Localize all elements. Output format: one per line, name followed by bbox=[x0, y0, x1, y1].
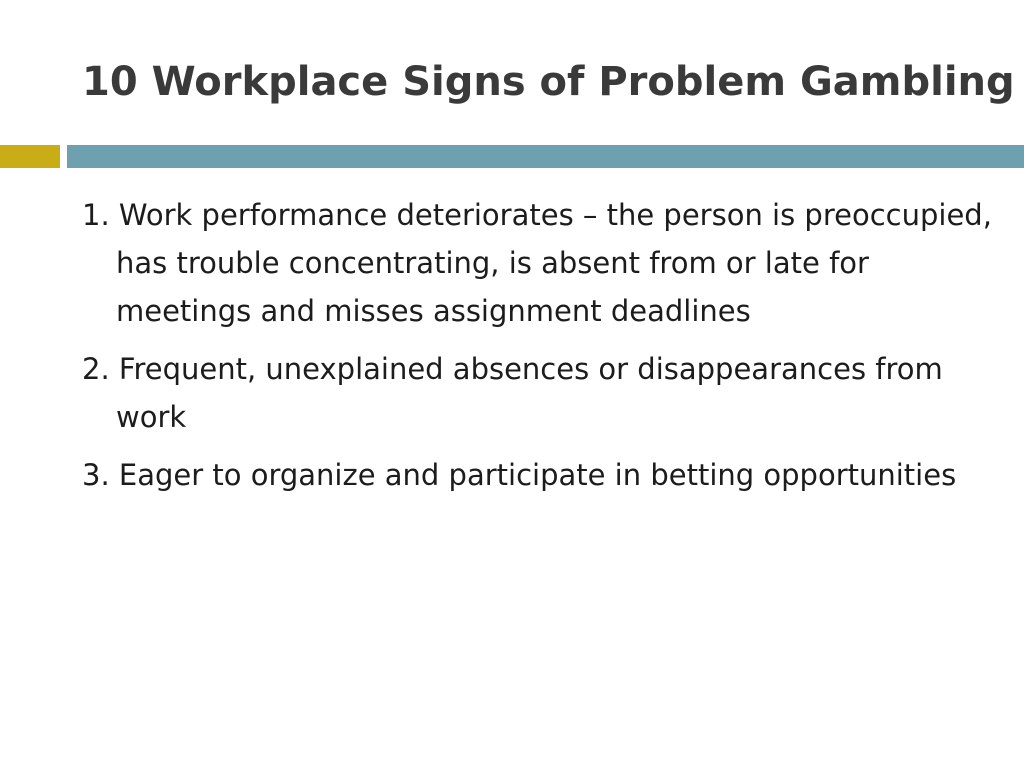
accent-bar-blue-segment bbox=[67, 145, 1024, 168]
slide-body-list bbox=[82, 191, 992, 509]
list-item: 2. Frequent, unexplained absences or disappearances from work bbox=[82, 352, 943, 434]
accent-bar bbox=[0, 145, 1024, 168]
slide-title: 10 Workplace Signs of Problem Gambling bbox=[82, 59, 1015, 105]
list-item: 3. Eager to organize and participate in betting opportunities bbox=[82, 458, 957, 492]
list-item: 1. Work performance deteriorates – the person is preoccupied, has trouble concentrating, is absent from or late for meetings and misses assignment deadlines bbox=[82, 198, 992, 328]
accent-bar-gold-segment bbox=[0, 145, 60, 168]
